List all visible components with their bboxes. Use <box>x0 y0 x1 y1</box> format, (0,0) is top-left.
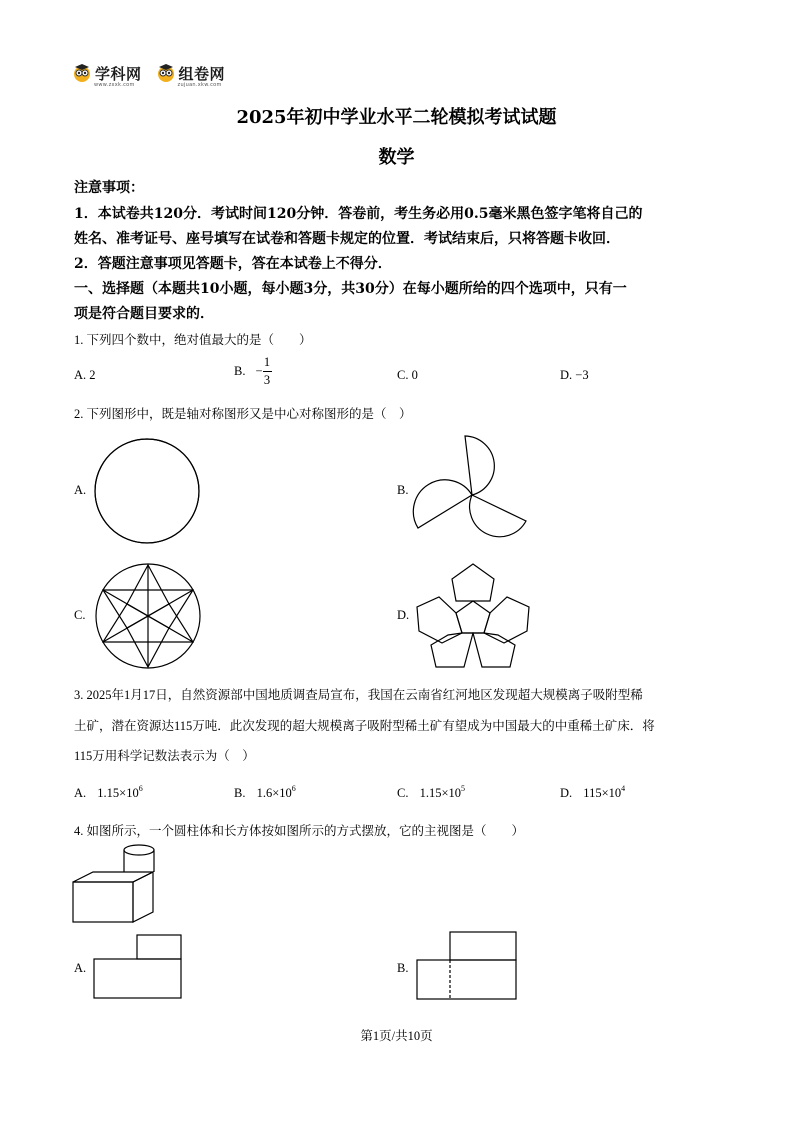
q1-option-b <box>234 356 272 387</box>
q1-b-denominator: 3 <box>263 373 271 387</box>
q3-c-base: 1.15×10 <box>419 786 462 800</box>
logo-sub-2: zujuan.xkw.com <box>177 81 222 88</box>
q4-option-a: A. <box>74 961 87 975</box>
q2-stem: 2. 下列图形中，既是轴对称图形又是中心对称图形的是（ ） <box>74 407 412 421</box>
q3-b-exponent: 6 <box>291 784 296 793</box>
q2-figure-d <box>414 561 532 671</box>
owl-icon <box>156 63 176 83</box>
logo-zujuanwang <box>156 63 226 88</box>
q3-d-base: 115×10 <box>583 786 622 800</box>
q1-b-sign: − <box>255 364 263 378</box>
q3-d-exponent: 4 <box>621 784 626 793</box>
q3-d-label: D. <box>560 786 573 800</box>
q1-option-a: A. 2 <box>74 368 96 382</box>
q3-b-label: B. <box>234 786 246 800</box>
q3-line2: 土矿，潜在资源达115万吨．此次发现的超大规模离子吸附型稀土矿有望成为中国最大的中重稀土矿床．将 <box>74 719 655 733</box>
q4-stem: 4. 如图所示，一个圆柱体和长方体按如图所示的方式摆放，它的主视图是（ ） <box>74 824 525 838</box>
owl-icon <box>72 63 92 83</box>
q1-b-fraction <box>263 356 272 387</box>
q4-figure-b <box>416 931 518 1001</box>
q2-option-c: C. <box>74 608 86 622</box>
q2-figure-c <box>92 562 204 670</box>
logo-xuekewang <box>72 63 142 88</box>
q4-option-b: B. <box>397 961 409 975</box>
header-logos <box>72 60 225 86</box>
section1-line1: 一、选择题（本题共10小题，每小题3分，共30分）在每小题所给的四个选项中，只有一 <box>74 281 627 297</box>
q2-option-a: A. <box>74 483 87 497</box>
q3-option-a <box>74 784 143 801</box>
q4-solid-figure <box>72 842 162 926</box>
q3-a-base: 1.15×10 <box>97 786 139 800</box>
logo-sub-1: www.zxxk.com <box>94 81 135 88</box>
q2-option-d: D. <box>397 608 410 622</box>
notice-item1-line1: 1．本试卷共120分．考试时间120分钟．答卷前，考生务必用0.5毫米黑色签字笔将自己的 <box>74 206 643 222</box>
q2-figure-b <box>415 433 530 543</box>
section1-line2: 项是符合题目要求的． <box>74 306 214 322</box>
logo-text-2: 组卷网 <box>178 64 226 83</box>
q1-b-label: B. <box>234 364 246 378</box>
page-footer: 第1页/共10页 <box>360 1029 433 1043</box>
q3-option-d <box>560 784 625 801</box>
q4-figure-a <box>93 934 183 1000</box>
notice-heading: 注意事项： <box>74 180 144 196</box>
q3-a-label: A. <box>74 786 87 800</box>
q1-option-c: C. 0 <box>397 368 418 382</box>
q1-option-d: D. −3 <box>560 368 589 382</box>
q3-c-exponent: 5 <box>461 784 466 793</box>
q3-a-exponent: 6 <box>138 784 143 793</box>
q3-line1: 3. 2025年1月17日，自然资源部中国地质调查局宣布，我国在云南省红河地区发现超大规模离子吸附型稀 <box>74 688 643 702</box>
notice-item1-line2: 姓名、准考证号、座号填写在试卷和答题卡规定的位置．考试结束后，只将答题卡收回． <box>74 231 620 247</box>
q3-option-c <box>397 784 465 801</box>
q3-option-b <box>234 784 296 801</box>
q1-b-numerator: 1 <box>263 355 271 369</box>
q3-c-label: C. <box>397 786 409 800</box>
q3-line3: 115万用科学记数法表示为（ ） <box>74 749 255 763</box>
q3-b-base: 1.6×10 <box>256 786 292 800</box>
subject-title: 数学 <box>378 147 415 168</box>
q2-option-b: B. <box>397 483 409 497</box>
q1-stem: 1. 下列四个数中，绝对值最大的是（ ） <box>74 333 312 347</box>
notice-item2: 2．答题注意事项见答题卡，答在本试卷上不得分． <box>74 256 392 272</box>
page-title: 2025年初中学业水平二轮模拟考试试题 <box>236 107 557 128</box>
logo-text-1: 学科网 <box>95 64 142 83</box>
q2-figure-a <box>92 436 202 546</box>
